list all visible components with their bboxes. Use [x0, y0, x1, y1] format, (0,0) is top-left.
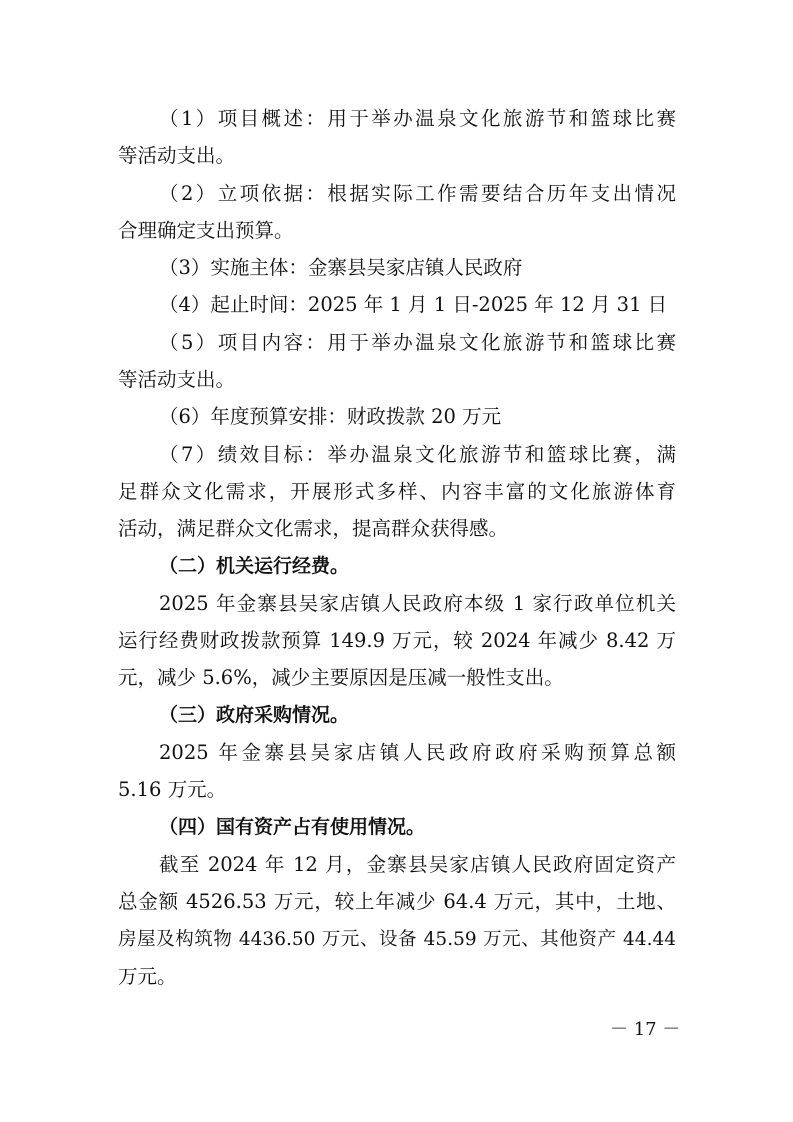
- item-1-line-2: 等活动支出。: [118, 144, 236, 168]
- item-2-line-2: 合理确定支出预算。: [118, 218, 294, 242]
- item-5-line-1: （5）项目内容：用于举办温泉文化旅游节和篮球比赛: [159, 330, 676, 354]
- section-heading-operating-costs: （二）机关运行经费。: [159, 554, 350, 577]
- item-6-line-1: （6）年度预算安排：财政拨款 20 万元: [159, 405, 502, 429]
- item-5-line-2: 等活动支出。: [118, 368, 236, 392]
- item-4-line-1: （4）起止时间：2025 年 1 月 1 日-2025 年 12 月 31 日: [159, 293, 668, 317]
- section-heading-state-assets: （四）国有资产占有使用情况。: [159, 815, 426, 838]
- state-assets-line-2: 总金额 4526.53 万元，较上年减少 64.4 万元，其中，土地、: [118, 890, 676, 914]
- item-7-line-2: 足群众文化需求，开展形式多样、内容丰富的文化旅游体育: [118, 479, 676, 503]
- operating-costs-line-1: 2025 年金寨县吴家店镇人民政府本级 1 家行政单位机关: [159, 591, 676, 615]
- operating-costs-line-3: 元，减少 5.6%，减少主要原因是压减一般性支出。: [118, 666, 564, 690]
- state-assets-line-3: 房屋及构筑物 4436.50 万元、设备 45.59 万元、其他资产 44.44: [118, 928, 676, 950]
- item-7-line-1: （7）绩效目标：举办温泉文化旅游节和篮球比赛，满: [159, 442, 676, 466]
- section-heading-procurement: （三）政府采购情况。: [159, 703, 350, 726]
- item-3-line-1: （3）实施主体：金寨县吴家店镇人民政府: [159, 256, 523, 280]
- page-number: － 17 －: [610, 1019, 681, 1040]
- item-7-line-3: 活动，满足群众文化需求，提高群众获得感。: [118, 517, 509, 541]
- procurement-line-2: 5.16 万元。: [118, 778, 227, 802]
- document-body: [118, 100, 676, 995]
- item-2-line-1: （2）立项依据：根据实际工作需要结合历年支出情况: [159, 181, 676, 205]
- state-assets-line-4: 万元。: [118, 964, 177, 988]
- operating-costs-line-2: 运行经费财政拨款预算 149.9 万元，较 2024 年减少 8.42 万: [118, 629, 676, 653]
- item-1-line-1: （1）项目概述：用于举办温泉文化旅游节和篮球比赛: [159, 107, 676, 130]
- procurement-line-1: 2025 年金寨县吴家店镇人民政府政府采购预算总额: [159, 741, 676, 765]
- state-assets-line-1: 截至 2024 年 12 月，金寨县吴家店镇人民政府固定资产: [159, 852, 676, 876]
